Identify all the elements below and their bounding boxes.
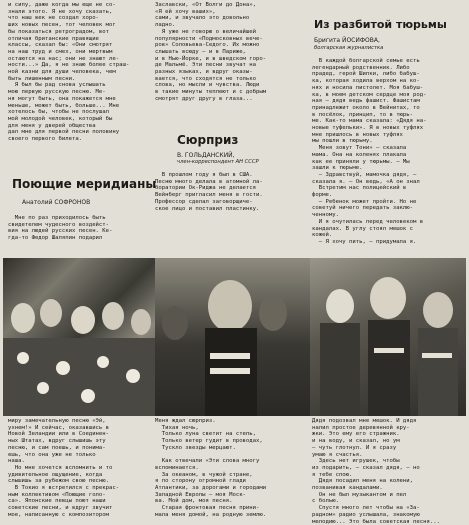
- col2-text2: В прошлом году я был в США. Песню много делала в атомной ла- боратории Ок-Риджа не делается Вейнберг пригласил меня в гости. Профессор сделал заговорщиче- ское лицо и поставил пластинку.: [155, 172, 263, 212]
- col1-text: и сипу, даже когда мы еще не со- знали этого. Я не хочу сказать, что наш век не создал хоро- ших новых песен, тот человек мог бы показаться ретроградом, вот отличая британские правящие классы, сказал бы: «Они смотрят на наш труд и смех, они мертвым остаются на нас; они не знают ле- ности...» Да, я не знаю более страш- ной казни для души человека, чем быть лишенным песни. Я был бы рад снова услышать мою первую русскую песню. Ме- ня могут быть, она покажется мне меньше, может быть, больше... Мне хотелось бы, чтобы не послушал мой молодой человек, который бы для меня у дверей общества дал мне для первой песни половину своего первого билета.: [8, 2, 130, 143]
- women-silhouettes-icon: [310, 258, 466, 416]
- article-author-note-goldansky: член-корреспондент АН СССР: [177, 159, 259, 165]
- photo-women-group: [310, 258, 466, 416]
- dancer-silhouette-icon: [155, 258, 310, 416]
- article-title-prison: Из разбитой тюрьмы: [314, 18, 447, 31]
- col1-text3: миру замечательную песню «Эй, ухнем!» И сейчас, оказавшись в Новой Зеландии или в Соединен- ных Штатах, вдруг слышишь эту песню, и сам поешь, и понима- ешь, что она уже не только наша. Но мне хочется вспомнить и то удивительное ощущение, когда слышишь за рубежом свою песню. В Токио я встретился с прекрас- ным коллективом «Поющие голо- са». Японские певцы поют наши советские песни, и вдруг звучит мое, написанную с композитором: [8, 418, 120, 518]
- col3-text: В каждой болгарской семье есть легендарный родственник. Либо прадед, герой Шипки, либо бабуш- ка, которая ходила верхом на ко- нях и носила пистолет. Моя бабуш- ка, в моем детском сердце моя род- ная — дядя ведь фашист. Фашистам принадлежит около в Вейнитах, то в посёлок, принцип, то в тюрь- ме. Как-то мама сказала: «Дядя на- новые туфельки». Я в новых туфлях мне пришлось в новых туфлях мы пошли в тюрьму. Меня зовут Тони» — сказала мама. Она на коленях плакала как ее приняли у тюрьмы. — Мы зашли к тюрьме. — Здравствуй, мамочка дядя, — сказала я. — Он ведь, «А он знал Встретим нас полицейский в форме. — Ребенок может пройти. Но не советуй ничего передать заклю- ченному. И я очутилась перед человеком в кандалах. В углу стоял мешок с кожей. — Я хочу пить, — придумала я.: [312, 58, 427, 245]
- col1-text2: Мне по раз приходилось быть свидетелем чудесного воздейст- вия на людей русских песен. Ке- гда-то Федор Шаляпин подарил: [8, 215, 113, 242]
- article-author-iosifova: Бригита ЙОСИФОВА,: [314, 37, 380, 44]
- article-title-surprise: Сюрприз: [177, 133, 239, 147]
- photo-dancer-center: [155, 258, 310, 416]
- col2-text3: Меня ждал сюрприз. Тихая ночь, Только луна светит на степь, Только ветер гудит в проводах, Тускло звезды мерцают. Как отвечали «Эти слова многу вспоминается. За океаном, в чужой стране, я по сторону огромной глади Атлантики, за дорогами и городами Западной Европы — моя Моск- ва. Мой дом, моя песня. Старая фронтовая песня прини- мала меня домой, на родную землю.: [155, 418, 267, 518]
- article-author-sofronov: Анатолий СОФРОНОВ: [22, 199, 91, 206]
- photo-strip: [3, 258, 466, 416]
- singers-silhouettes-icon: [3, 258, 155, 416]
- photo-singers: [3, 258, 155, 416]
- article-author-note-iosifova: болгарская журналистка: [314, 45, 384, 51]
- col3-text2: Дядя подозвал мне мешок. И дядя налил простое деревянной кру- жки. Это ему его стражник. и на воду, и сказал, но ум — чуть глотнул. И я сразу умаю я счастья. Здесь нет игрушек, чтобы из подарить, — сказал дядя, — но я тебе спою. Дядя посадил меня на колени, позванивая кандалами. Он не был музыкантом и пел с болью. Спустя много лет чтобы на «За- радном» радио услышала, знакомую мелодию... Это была советская песня...: [312, 418, 440, 525]
- article-title-meridians: Поющие меридианы: [12, 177, 157, 191]
- article-author-goldansky: В. ГОЛЬДАНСКИЙ,: [177, 152, 235, 159]
- col2-text: Заславски, «От Волги до Дона», «Я ей хочу ваших», сами, и звучало это довольно ладно. Я уже не говорю о величайшей популярности «Подмосковных вече- ров» Соловьева-Седого. Их можно слышать всюду — и в Париже, и в Нью-Йорке, и в шведском горо- де Мальмё. Эти песни звучат на разных языках, и вдруг оказы- вается, что сходятся не только слова, но мысли и чувства. Люди в такие минуты теплеют и с добрым смотрят друг другу в глаза...: [155, 2, 267, 102]
